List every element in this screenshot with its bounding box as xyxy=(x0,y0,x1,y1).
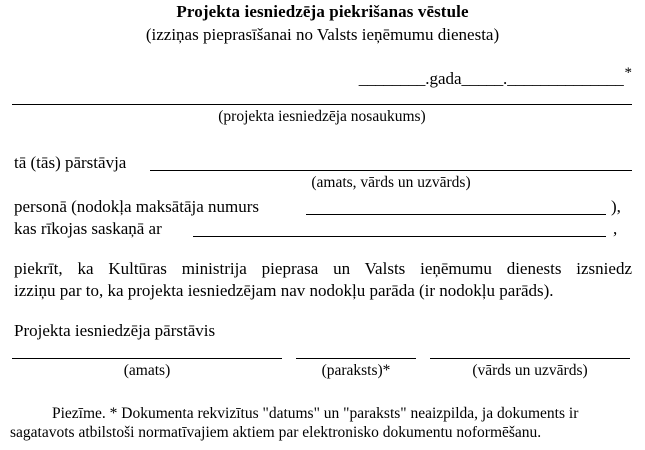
signature-sign-caption: (paraksts)* xyxy=(321,362,391,379)
signature-sign-rule[interactable] xyxy=(296,358,416,359)
date-year-blank[interactable]: ________ xyxy=(358,69,426,88)
body-paragraph-line-1: piekrīt, ka Kultūras ministrija pieprasa un Valsts ieņēmumu dienests izsniedz xyxy=(14,259,632,278)
document-title: Projekta iesniedzēja piekrišanas vēstule xyxy=(176,2,469,21)
signature-position-rule[interactable] xyxy=(12,358,282,359)
date-separator-dot: . xyxy=(503,69,508,88)
document-subtitle: (izziņas pieprasīšanai no Valsts ieņēmumu dienesta) xyxy=(145,25,500,44)
representative-caption: (amats, vārds un uzvārds) xyxy=(311,174,471,191)
representative-label: tā (tās) pārstāvja xyxy=(14,153,127,172)
date-asterisk-marker: * xyxy=(624,65,632,81)
date-line xyxy=(0,62,645,86)
authority-label: kas rīkojas saskaņā ar xyxy=(14,219,162,238)
representative-rule[interactable] xyxy=(150,170,632,171)
body-paragraph-line-2: izziņu par to, ka projekta iesniedzējam nav nodokļu parāda (ir nodokļu parāds). xyxy=(14,281,554,300)
date-gada-label: .gada xyxy=(425,69,462,88)
date-day-blank[interactable]: _____ xyxy=(461,69,504,88)
footnote-line-2: sagatavots atbilstoši normatīvajiem aktiem par elektronisko dokumentu noformēšanu. xyxy=(10,424,542,441)
signature-fullname-caption: (vārds un uzvārds) xyxy=(472,362,588,379)
taxpayer-number-label: personā (nodokļa maksātāja numurs xyxy=(14,197,260,216)
signature-heading: Projekta iesniedzēja pārstāvis xyxy=(14,321,216,340)
footnote-line-1: Piezīme. * Dokumenta rekvizītus "datums" un "paraksts" neaizpilda, ja dokuments ir xyxy=(52,405,579,422)
signature-fullname-rule[interactable] xyxy=(430,358,630,359)
taxpayer-number-rule[interactable] xyxy=(306,214,606,215)
applicant-name-rule[interactable] xyxy=(12,104,632,105)
signature-position-caption: (amats) xyxy=(123,362,171,379)
applicant-name-caption: (projekta iesniedzēja nosaukums) xyxy=(218,108,426,125)
body-paragraph xyxy=(14,258,632,302)
footnote xyxy=(10,404,635,442)
date-month-blank[interactable]: ______________ xyxy=(507,69,624,88)
authority-rule[interactable] xyxy=(193,236,606,237)
authority-tail: , xyxy=(613,219,618,238)
taxpayer-number-tail: ), xyxy=(611,197,621,216)
